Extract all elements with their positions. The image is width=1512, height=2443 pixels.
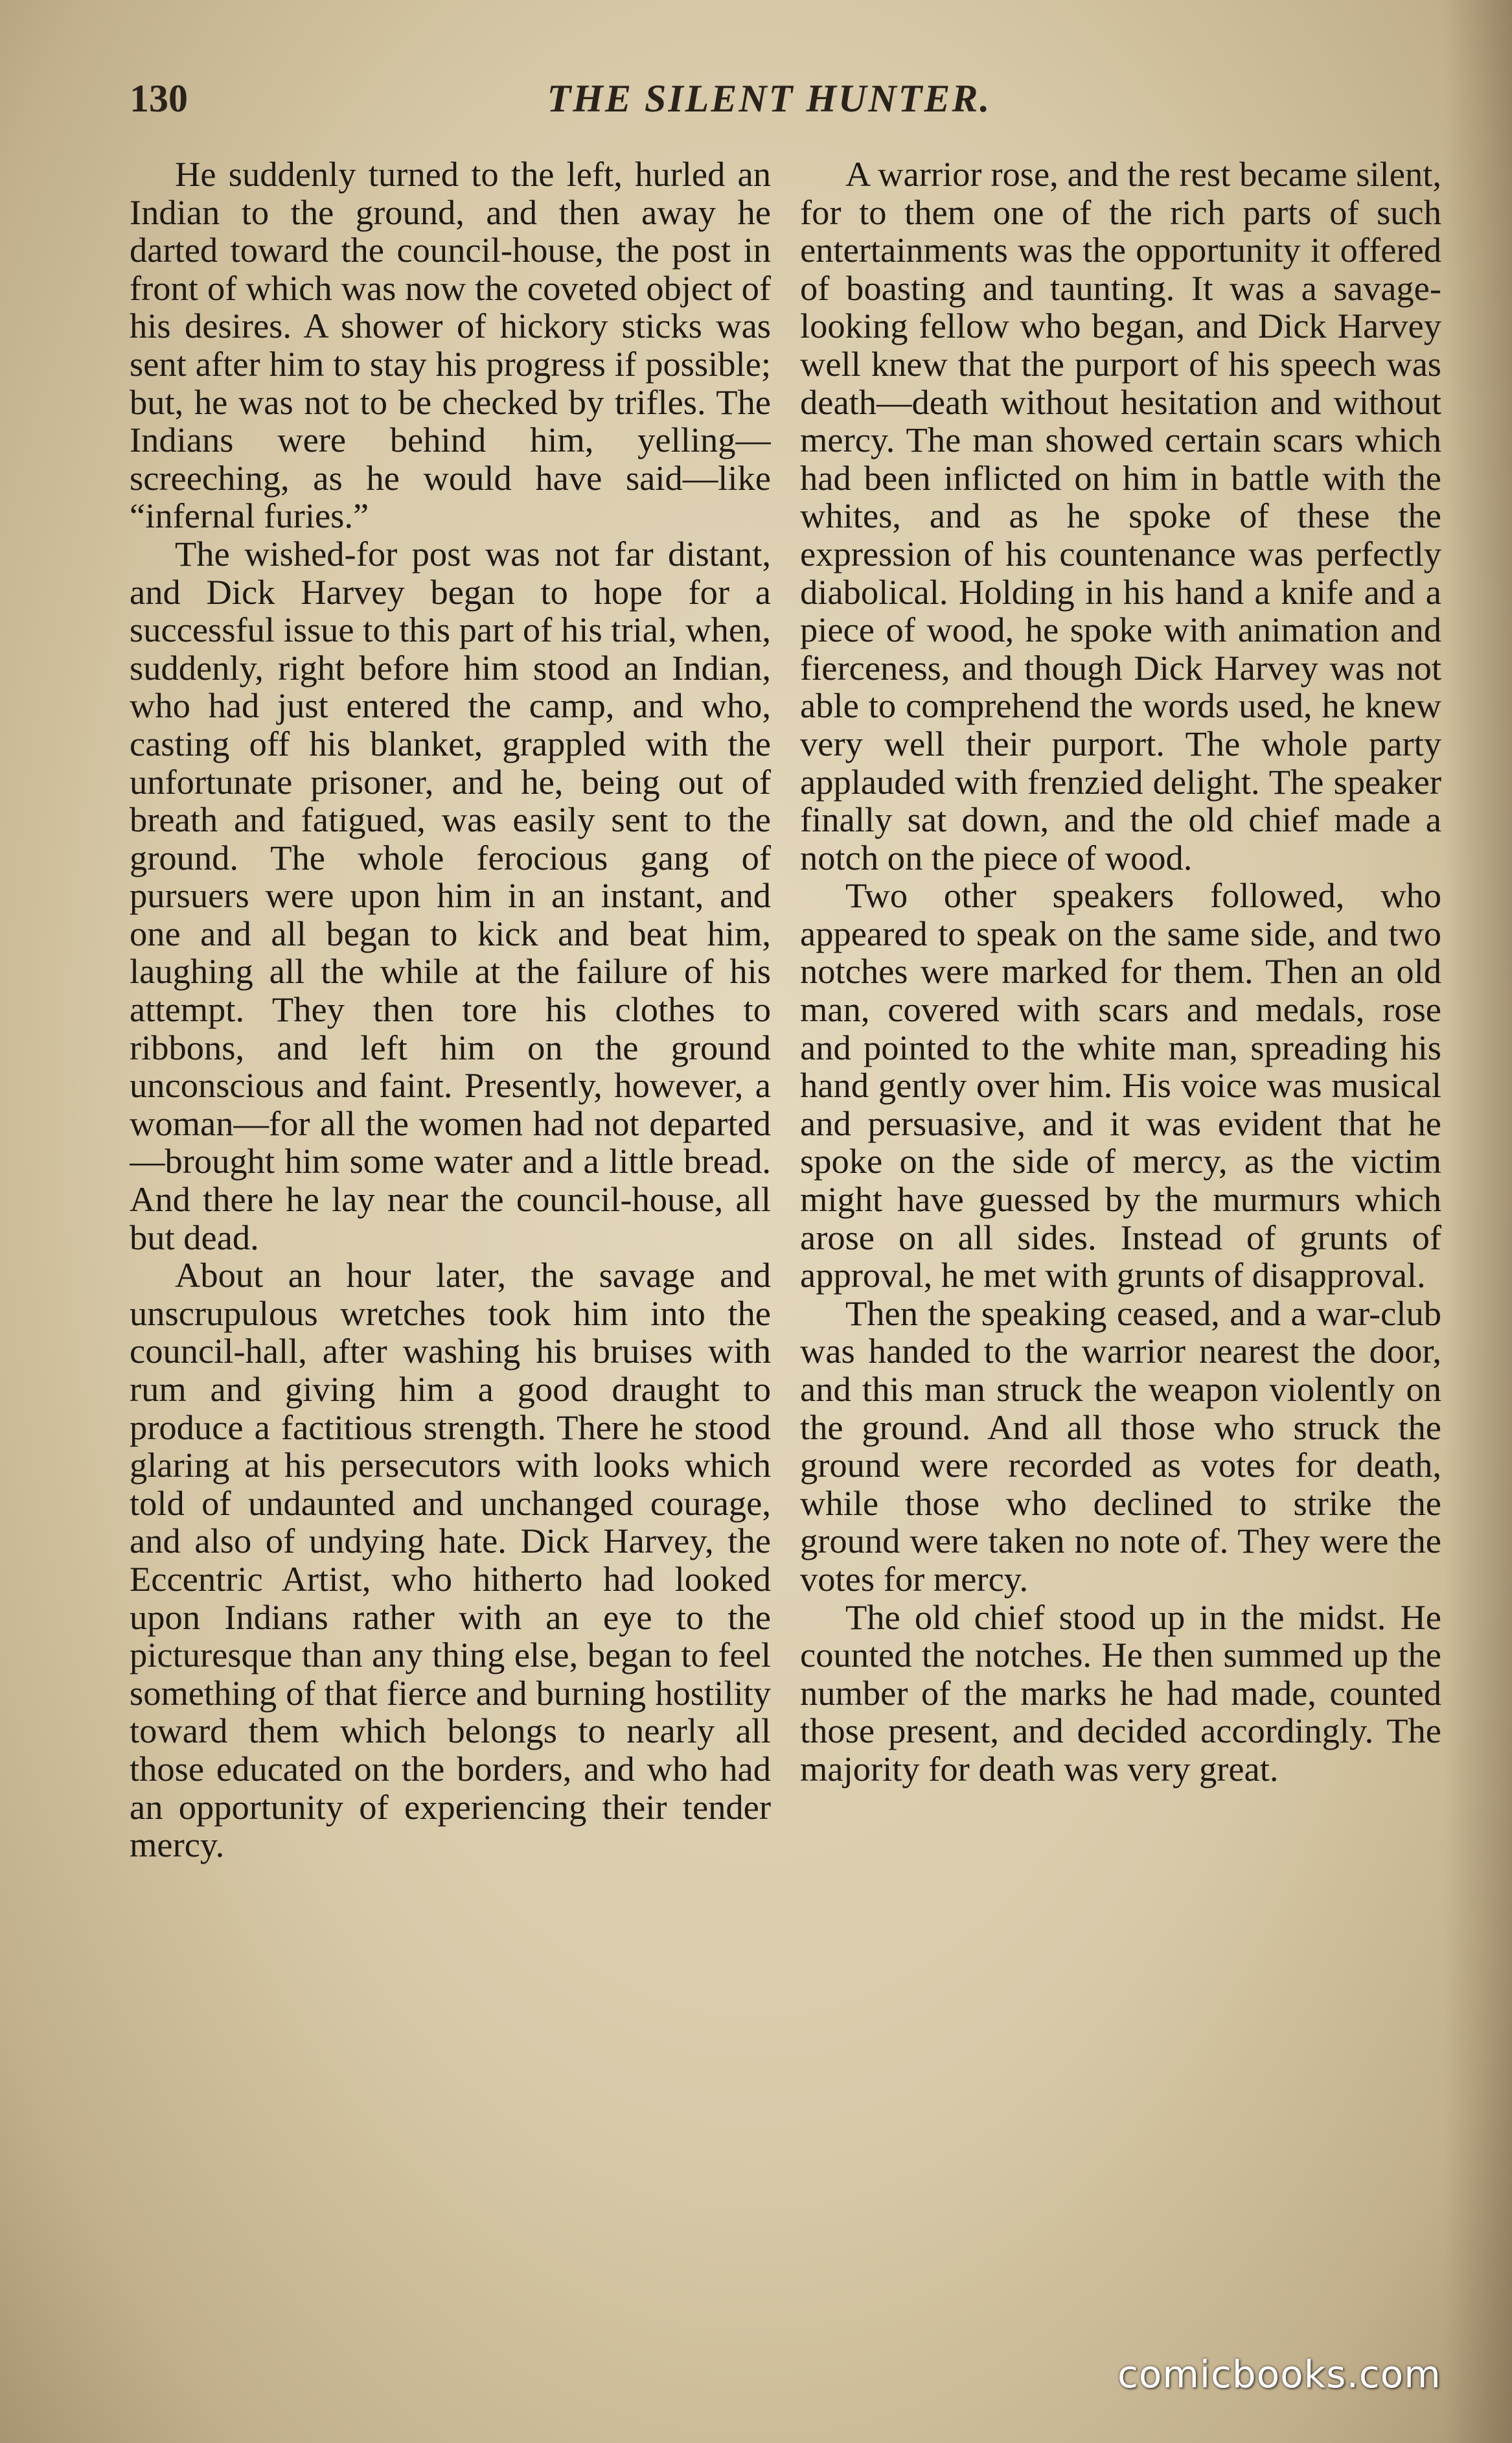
- page-header: [123, 76, 1415, 135]
- paragraph: He suddenly turned to the left, hurled an Indian to the ground, and then away he darted toward the council-house, the post in front of which was now the coveted object of his desires. A shower of hickory sticks was sent after him to stay his progress if possible; but, he was not to be checked by trifles. The Indians were behind him, yelling—screeching, as he would have said—like “infernal furies.”: [130, 156, 771, 536]
- paragraph: The wished-for post was not far distant, and Dick Harvey began to hope for a successful issue to this part of his trial, when, suddenly, right before him stood an Indian, who had just entered the camp, and who, casting off his blanket, grappled with the unfortunate prisoner, and he, being out of breath and fatigued, was easily sent to the ground. The whole ferocious gang of pursuers were upon him in an instant, and one and all began to kick and beat him, laughing all the while at the failure of his attempt. They then tore his clothes to ribbons, and left him on the ground unconscious and faint. Presently, however, a woman—for all the women had not departed—brought him some water and a little bread. And there he lay near the council-house, all but dead.: [130, 533, 771, 1257]
- paragraph: Two other speakers followed, who appeared to speak on the same side, and two notches were marked for them. Then an old man, covered with scars and medals, rose and pointed to the white man, spreading his hand gently over him. His voice was musical and persuasive, and it was evident that he spoke on the side of mercy, as the victim might have guessed by the murmurs which arose on all sides. Instead of grunts of approval, he met with grunts of disapproval.: [800, 875, 1441, 1295]
- left-text-column: [130, 156, 771, 2313]
- running-title: THE SILENT HUNTER.: [547, 77, 992, 120]
- paragraph: About an hour later, the savage and unscrupulous wretches took him into the council-hall, after washing his bruises with rum and giving him a good draught to produce a factitious strength. There he stood glaring at his persecutors with looks which told of undaunted and unchanged courage, and also of undying hate. Dick Harvey, the Eccentric Artist, who hitherto had looked upon Indians rather with an eye to the picturesque than any thing else, began to feel something of that fierce and burning hostility toward them which belongs to nearly all those educated on the borders, and who had an opportunity of experiencing their tender mercy.: [130, 1255, 771, 1865]
- paragraph: The old chief stood up in the midst. He counted the notches. He then summed up the number of the marks he had made, counted those present, and decided accordingly. The majority for death was very great.: [800, 1597, 1441, 1789]
- paragraph: A warrior rose, and the rest became silent, for to them one of the rich parts of such entertainments was the opportunity it offered of boasting and taunting. It was a savage-looking fellow who began, and Dick Harvey well knew that the purport of his speech was death—death without hesitation and without mercy. The man showed certain scars which had been inflicted on him in battle with the whites, and as he spoke of these the expression of his countenance was perfectly diabolical. Holding in his hand a knife and a piece of wood, he spoke with animation and fierceness, and though Dick Harvey was not able to comprehend the words used, he knew very well their purport. The whole party applauded with frenzied delight. The speaker finally sat down, and the old chief made a notch on the piece of wood.: [800, 156, 1441, 877]
- right-text-column: [800, 156, 1441, 2313]
- source-watermark: comicbooks.com: [1117, 2352, 1441, 2396]
- page-number: 130: [130, 77, 188, 120]
- paragraph: Then the speaking ceased, and a war-club was handed to the warrior nearest the door, and this man struck the weapon violently on the ground. And all those who struck the ground were recorded as votes for death, while those who declined to strike the ground were taken no note of. They were the votes for mercy.: [800, 1293, 1441, 1599]
